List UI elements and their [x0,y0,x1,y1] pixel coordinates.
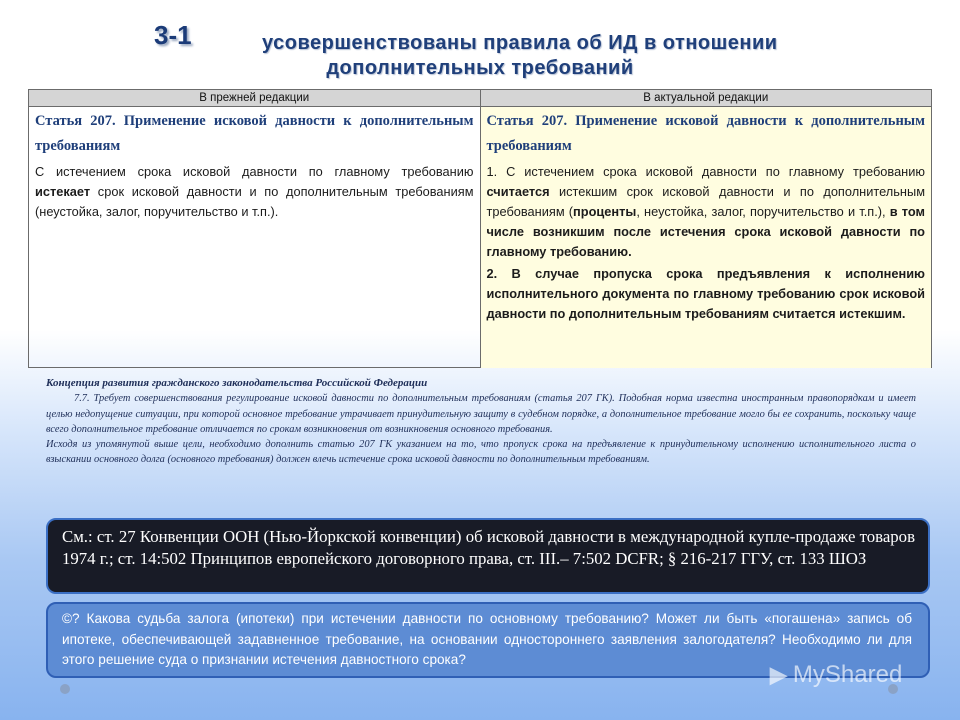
slide-number: 3-1 [154,20,192,50]
references-box: См.: ст. 27 Конвенции ООН (Нью-Йоркской конвенции) об исковой давности в международной купле-продаже товаров 1974 г.; ст. 14:502 Принципов европейского договорного права, ст. III.– 7:502 DCFR; § 216-217 ГГУ, ст. 133 ШОЗ [46,518,930,594]
header-new-edition: В актуальной редакции [481,90,932,107]
old-article-text [35,162,474,222]
new-article-p1 [487,162,926,262]
watermark-logo-icon: ▶ [770,662,787,687]
table-header-row [29,90,931,107]
header-old-edition: В прежней редакции [29,90,481,107]
concept-paragraph-2: Исходя из упомянутой выше цели, необходимо дополнить статью 207 ГК указанием на то, что пропуск срока на предъявление к принудительному исполнению исполнительного листа о взыскании основного долга (основного требования) должен влечь истечение срока исковой давности по дополнительным требованиям. [46,439,916,466]
title-line-2: дополнительных требований [326,57,634,79]
concept-heading: Концепция развития гражданского законодательства Российской Федерации [46,377,428,389]
concept-paragraph-1: 7.7. Требует совершенствования регулирование исковой давности по дополнительным требованиям (статья 207 ГК). Подобная норма известна иностранным правопорядкам и имеет целью недопущение ситуации, при которой основное требование утрачивает принудительную защиту в судебном порядке, а дополнительное требование могло бы ее сохранить, поскольку чаще всего дополнительное требование отличается по срокам возникновения от возникновения основного требования. [46,393,916,435]
new-article-title: Статья 207. Применение исковой давности к дополнительным требованиям [486,113,925,154]
new-text-bold: считается [486,184,550,199]
old-article-title: Статья 207. Применение исковой давности к дополнительным требованиям [35,113,474,154]
question-box: ©? Какова судьба залога (ипотеки) при истечении давности по основному требованию? Может ли быть «погашена» запись об ипотеке, обеспечивающей задавненное требование, на основании одностороннего заявления залогодателя? Необходимо ли для этого решение суда о признании истечения давностного срока? [46,602,930,678]
comparison-table [28,89,932,368]
concept-excerpt [46,376,916,468]
new-text-part: истекшим срок исковой давности и по дополнительным требованиям ( [486,184,925,219]
new-edition-cell [481,107,932,368]
watermark [770,660,920,690]
title-line-1: усовершенствованы правила об ИД в отношении [262,32,778,54]
table-body-row [29,107,931,368]
new-text-bold: в том числе возникшим после истечения срока исковой давности по главному требованию. [486,204,925,259]
new-text-bold: проценты [573,204,637,219]
old-edition-cell [29,107,481,368]
watermark-text: MyShared [792,661,903,688]
new-article-p2: 2. В случае пропуска срока предъявления к исполнению исполнительного документа по главному требованию срок исковой давности по дополнительным требованиям считается истекшим. [486,266,925,321]
old-text-part: С истечением срока исковой давности по главному требованию [35,164,474,179]
bullet-dot-left [60,684,70,694]
new-text-part: 1. С истечением срока исковой давности по главному требованию [486,164,925,179]
old-text-bold: истекает [35,184,91,199]
new-text-part: , неустойка, залог, поручительство и т.п.), [636,204,890,219]
old-text-part: срок исковой давности и по дополнительным требованиям (неустойка, залог, поручительство и т.п.). [35,184,474,219]
